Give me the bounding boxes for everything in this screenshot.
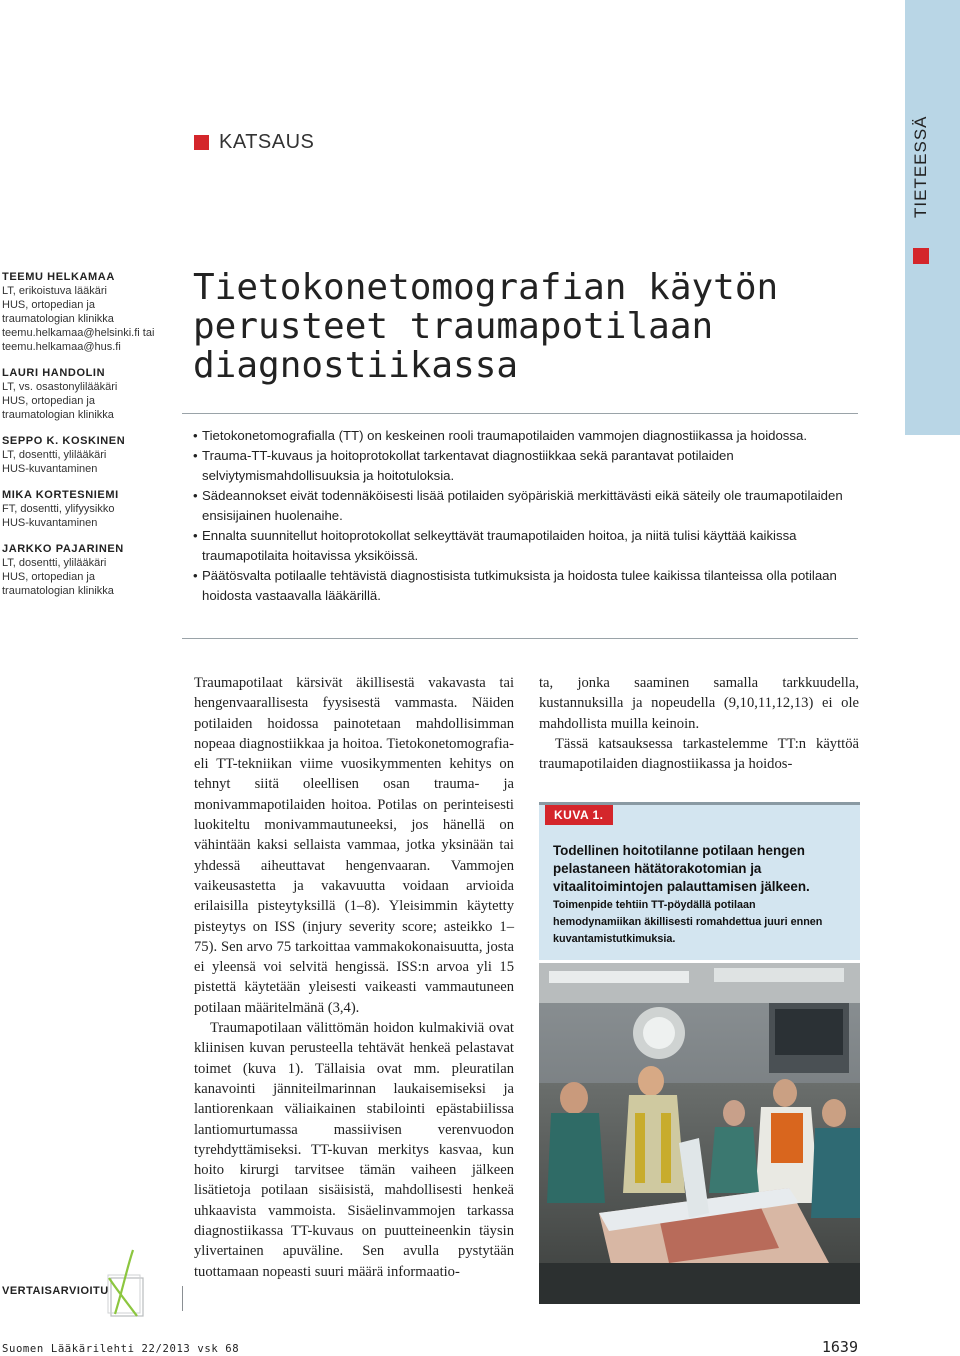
body-column-right bbox=[539, 673, 859, 774]
peer-review-label: VERTAISARVIOITU bbox=[2, 1285, 109, 1297]
journal-footer: Suomen Lääkärilehti 22/2013 vsk 68 bbox=[2, 1343, 240, 1355]
section-label: KATSAUS bbox=[219, 131, 315, 153]
key-point: • Päätösvalta potilaalle tehtävistä diagnostisista tutkimuksista ja hoidosta tulee kaikissa tilanteissa olla potilaan hoidosta vastaavalla lääkärillä. bbox=[193, 566, 853, 606]
figure-caption-box bbox=[539, 805, 860, 960]
key-point: • Trauma-TT-kuvaus ja hoitoprotokollat tarkentavat diagnostiikkaa sekä parantavat potilaiden selviytymismahdollisuuksia ja hoitotuloksia. bbox=[193, 446, 853, 486]
author-name: SEPPO K. KOSKINEN bbox=[2, 435, 126, 447]
author-name: JARKKO PAJARINEN bbox=[2, 543, 124, 555]
trauma-room-photo bbox=[539, 963, 860, 1304]
figure-caption: Todellinen hoitotilanne potilaan hengen pelastaneen hätätorakotomian ja vitaalitoimintojen palauttamisen jälkeen. bbox=[553, 843, 810, 894]
peer-review-logo-icon bbox=[103, 1248, 147, 1322]
section-header bbox=[194, 131, 314, 154]
title-line: perusteet traumapotilaan bbox=[193, 306, 714, 347]
author-entry bbox=[2, 542, 172, 598]
body-column-left bbox=[194, 673, 514, 1282]
side-tab-red-square bbox=[913, 248, 929, 264]
author-affiliation: HUS-kuvantaminen bbox=[2, 517, 98, 529]
page-number: 1639 bbox=[821, 1338, 858, 1356]
figure-label: KUVA 1. bbox=[545, 805, 613, 825]
author-name: LAURI HANDOLIN bbox=[2, 367, 106, 379]
section-red-square bbox=[194, 135, 209, 150]
author-affiliation: LT, dosentti, ylilääkäri bbox=[2, 557, 107, 569]
side-tab-label: TIETEESSÄ bbox=[911, 115, 930, 218]
figure-subcaption: Toimenpide tehtiin TT-pöydällä potilaan hemodynamiikan äkillisesti romahdettua juuri ennen kuvantamistutkimuksia. bbox=[553, 899, 823, 945]
author-affiliation: traumatologian klinikka bbox=[2, 313, 114, 325]
author-affiliation: HUS, ortopedian ja bbox=[2, 299, 95, 311]
article-title bbox=[193, 268, 873, 385]
body-paragraph: Traumapotilaat kärsivät äkillisestä vakavasta tai hengenvaarallisesta fyysisestä vammasta. Näiden potilaiden hoidossa painotetaan mahdollisimman nopeaa diagnostiikkaa ja hoitoa. Tietokonetomografia- eli TT-tekniikan viime vuosikymmenten kehitys on tehnyt siitä oleellisen osan trauma- ja monivammapotilaiden hoitoa. Potilas on perinteisesti luokiteltu monivammautuneeksi, jos hänellä on vähintään kaksi sellaista vammaa, jotka yksinään tai yhdessä aiheuttavat hengenvaaran. Vammojen vaikeusastetta ja vakavuutta voidaan arvioida erilaisilla pisteytyksillä (1–8). Yleisimmin käytetty pisteytys on ISS (injury severity score; asteikko 1–75). Sen arvo 75 tarkoittaa vammakokonaisuutta, josta ei yleensä voi selvitä hengissä. ISS:n arvoa yli 15 pistettä käytetään yleisesti vaikeasti vammautuneen potilaan määritelmänä (3,4). bbox=[194, 675, 514, 1016]
title-line: diagnostiikassa bbox=[193, 345, 519, 386]
body-paragraph: Traumapotilaan välittömän hoidon kulmakiviä ovat kliinisen kuvan perusteella tehtävät henkeä pelastavat toimet (kuva 1). Tällaisia ovat mm. pleuratilan kanavointi jänniteilmarinnan laukaisemiseksi ja lantiorenkaan väliaikainen stabilointi epästabiilissa lantiomurtumassa massiivisen verenvuodon tyrehdyttämiseksi. TT-kuvan merkitys kasvaa, kun hoito kirurgi tarvitsee tämän vaiheen jälkeen lisätietoja potilaan sisäisistä, mahdollisesti henkeä uhkaavista vammoista. Sisäelinvammojen tarkassa diagnostiikassa TT-kuvaus on puutteineenkin täysin ylivertainen apuväline. Sen avulla pystytään tuottamaan nopeasti suuri määrä informaatio- bbox=[194, 1020, 514, 1280]
author-list bbox=[2, 270, 172, 610]
title-line: Tietokonetomografian käytön bbox=[193, 267, 779, 308]
vertical-divider bbox=[182, 1286, 183, 1311]
author-email[interactable]: teemu.helkamaa@hus.fi bbox=[2, 341, 121, 353]
author-affiliation: HUS, ortopedian ja bbox=[2, 395, 95, 407]
author-entry bbox=[2, 488, 172, 530]
author-affiliation: FT, dosentti, ylifyysikko bbox=[2, 503, 115, 515]
author-entry bbox=[2, 366, 172, 422]
summary-top-divider bbox=[182, 413, 858, 414]
author-entry bbox=[2, 434, 172, 476]
author-affiliation: traumatologian klinikka bbox=[2, 585, 114, 597]
summary-bottom-divider bbox=[182, 638, 858, 639]
author-affiliation: HUS, ortopedian ja bbox=[2, 571, 95, 583]
figure-box bbox=[539, 802, 860, 960]
body-paragraph: ta, jonka saaminen samalla tarkkuudella, kustannuksilla ja nopeudella (9,10,11,12,13) ei ole mahdollista muilla keinoin. bbox=[539, 675, 859, 732]
body-paragraph: Tässä katsauksessa tarkastelemme TT:n käyttöä traumapotilaiden diagnostiikassa ja hoidos- bbox=[539, 735, 859, 773]
photo-illustration bbox=[539, 963, 860, 1304]
author-affiliation: HUS-kuvantaminen bbox=[2, 463, 98, 475]
author-email[interactable]: teemu.helkamaa@helsinki.fi tai bbox=[2, 327, 155, 339]
author-affiliation: traumatologian klinikka bbox=[2, 409, 114, 421]
author-name: MIKA KORTESNIEMI bbox=[2, 489, 119, 501]
key-point: • Ennalta suunnitellut hoitoprotokollat selkeyttävät traumapotilaiden hoitoa, ja niitä tulisi käyttää kaikissa traumapotilaita hoitavissa yksiköissä. bbox=[193, 526, 853, 566]
author-affiliation: LT, erikoistuva lääkäri bbox=[2, 285, 107, 297]
author-affiliation: LT, dosentti, ylilääkäri bbox=[2, 449, 107, 461]
key-points-list bbox=[193, 426, 853, 606]
key-point: • Tietokonetomografialla (TT) on keskeinen rooli traumapotilaiden vammojen diagnostiikassa ja hoidossa. bbox=[193, 426, 853, 446]
author-name: TEEMU HELKAMAA bbox=[2, 271, 115, 283]
author-entry bbox=[2, 270, 172, 354]
key-point: • Sädeannokset eivät todennäköisesti lisää potilaiden syöpäriskiä merkittävästi eikä säteily ole traumapotilaiden ensisijainen huolenaihe. bbox=[193, 486, 853, 526]
author-affiliation: LT, vs. osastonylilääkäri bbox=[2, 381, 118, 393]
